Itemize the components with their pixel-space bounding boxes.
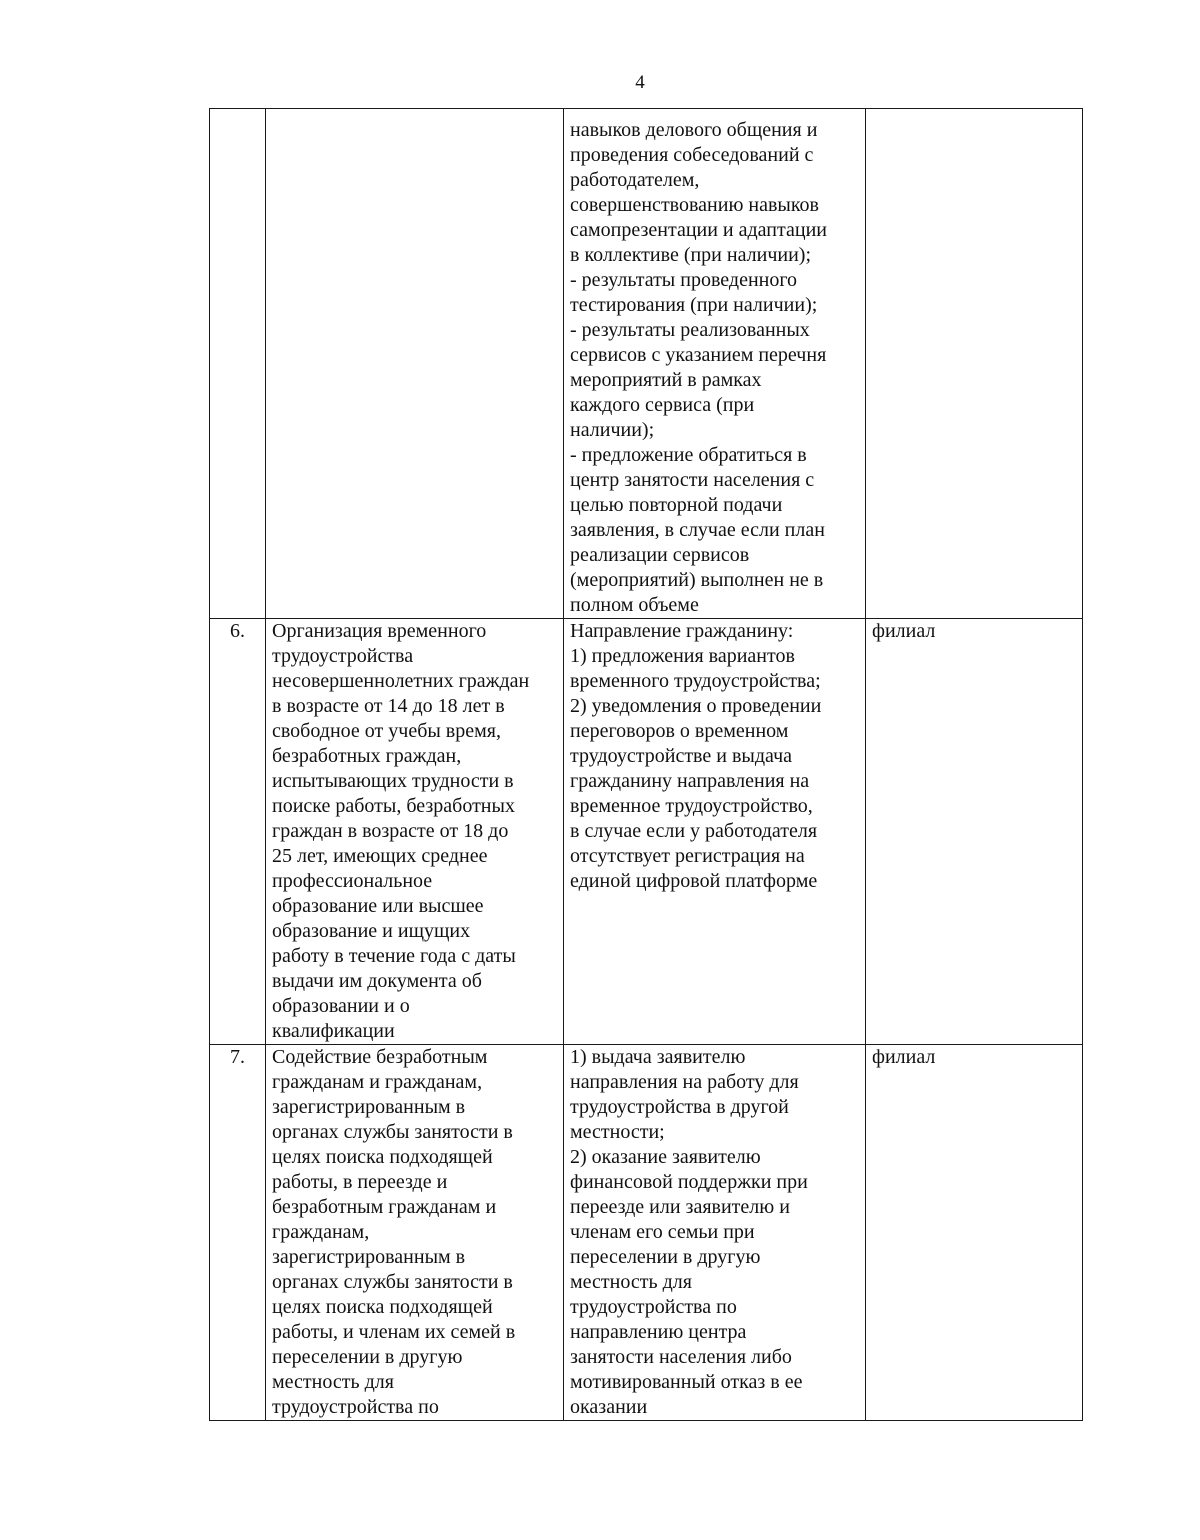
service-result-line: переговоров о временном xyxy=(570,720,789,742)
service-name-line: образовании и о xyxy=(272,995,410,1017)
service-name-line: образование и ищущих xyxy=(272,920,471,942)
row-number-cell: 6. xyxy=(210,619,266,1045)
service-name-line: гражданам, xyxy=(272,1221,370,1243)
service-result-line: работодателем, xyxy=(570,169,700,191)
service-result-line: сервисов с указанием перечня xyxy=(570,344,827,366)
service-result-cell xyxy=(564,109,866,619)
service-result-line: проведения собеседований с xyxy=(570,144,814,166)
service-name-line: поиске работы, безработных xyxy=(272,795,515,817)
service-name-line: безработным гражданам и xyxy=(272,1196,497,1218)
executor-cell xyxy=(866,109,1083,619)
service-result-line: трудоустройства по xyxy=(570,1296,737,1318)
service-result-line: финансовой поддержки при xyxy=(570,1171,808,1193)
service-name-line: целях поиска подходящей xyxy=(272,1296,493,1318)
service-result-line: трудоустройства в другой xyxy=(570,1096,789,1118)
service-name-line: трудоустройства xyxy=(272,645,414,667)
services-table xyxy=(209,108,1083,1421)
service-name-line: трудоустройства по xyxy=(272,1396,439,1418)
service-name-line: испытывающих трудности в xyxy=(272,770,514,792)
service-result-line: навыков делового общения и xyxy=(570,119,818,141)
service-name-line: граждан в возрасте от 18 до xyxy=(272,820,509,842)
service-result-line: направления на работу для xyxy=(570,1071,799,1093)
service-result-line: - предложение обратиться в xyxy=(570,444,807,466)
service-result-line: занятости населения либо xyxy=(570,1346,792,1368)
service-result-line: единой цифровой платформе xyxy=(570,870,818,892)
service-name-line: Содействие безработным xyxy=(272,1046,488,1068)
service-name-line: в возрасте от 14 до 18 лет в xyxy=(272,695,505,717)
service-name-line: местность для xyxy=(272,1371,394,1393)
row-number-cell xyxy=(210,109,266,619)
service-name-line: безработных граждан, xyxy=(272,745,462,767)
service-result-line: 1) выдача заявителю xyxy=(570,1046,746,1068)
service-result-line: - результаты проведенного xyxy=(570,269,798,291)
service-result-line: местность для xyxy=(570,1271,692,1293)
table-row xyxy=(210,109,1083,619)
service-name-cell xyxy=(266,109,564,619)
service-result-line: тестирования (при наличии); xyxy=(570,294,818,316)
service-name-line: работы, и членам их семей в xyxy=(272,1321,516,1343)
service-result-line: направлению центра xyxy=(570,1321,747,1343)
table-row xyxy=(210,619,1083,1045)
service-result-cell xyxy=(564,1045,866,1421)
service-name-line: выдачи им документа об xyxy=(272,970,482,992)
service-result-line: переселении в другую xyxy=(570,1246,761,1268)
service-result-line: - результаты реализованных xyxy=(570,319,810,341)
table-row xyxy=(210,1045,1083,1421)
executor-cell: филиал xyxy=(866,619,1083,1045)
service-name-line: органах службы занятости в xyxy=(272,1271,513,1293)
service-name-cell xyxy=(266,619,564,1045)
service-name-line: несовершеннолетних граждан xyxy=(272,670,530,692)
service-result-line: местности; xyxy=(570,1121,665,1143)
service-result-line: 1) предложения вариантов xyxy=(570,645,795,667)
service-result-line: членам его семьи при xyxy=(570,1221,755,1243)
row-number-cell: 7. xyxy=(210,1045,266,1421)
service-result-line: полном объеме xyxy=(570,594,699,616)
service-name-line: работы, в переезде и xyxy=(272,1171,448,1193)
service-result-line: мероприятий в рамках xyxy=(570,369,762,391)
service-result-line: заявления, в случае если план xyxy=(570,519,825,541)
service-result-line: реализации сервисов xyxy=(570,544,750,566)
service-result-line: в случае если у работодателя xyxy=(570,820,818,842)
service-result-line: переезде или заявителю и xyxy=(570,1196,790,1218)
service-name-cell xyxy=(266,1045,564,1421)
service-name-line: гражданам и гражданам, xyxy=(272,1071,483,1093)
service-name-line: зарегистрированным в xyxy=(272,1096,466,1118)
service-result-line: (мероприятий) выполнен не в xyxy=(570,569,824,591)
service-result-line: мотивированный отказ в ее xyxy=(570,1371,803,1393)
service-name-line: профессиональное xyxy=(272,870,433,892)
service-result-line: 2) оказание заявителю xyxy=(570,1146,761,1168)
service-result-cell xyxy=(564,619,866,1045)
service-name-line: целях поиска подходящей xyxy=(272,1146,493,1168)
service-result-line: наличии); xyxy=(570,419,655,441)
service-result-line: в коллективе (при наличии); xyxy=(570,244,812,266)
service-result-line: трудоустройстве и выдача xyxy=(570,745,793,767)
service-name-line: Организация временного xyxy=(272,620,487,642)
service-result-line: 2) уведомления о проведении xyxy=(570,695,822,717)
service-result-line: совершенствованию навыков xyxy=(570,194,819,216)
service-result-line: Направление гражданину: xyxy=(570,620,794,642)
service-name-line: свободное от учебы время, xyxy=(272,720,501,742)
service-result-line: отсутствует регистрация на xyxy=(570,845,805,867)
service-name-line: органах службы занятости в xyxy=(272,1121,513,1143)
service-name-line: 25 лет, имеющих среднее xyxy=(272,845,488,867)
service-name-line: работу в течение года с даты xyxy=(272,945,516,967)
service-name-line: зарегистрированным в xyxy=(272,1246,466,1268)
service-result-line: временное трудоустройство, xyxy=(570,795,813,817)
service-name-line: квалификации xyxy=(272,1020,395,1042)
service-result-line: центр занятости населения с xyxy=(570,469,815,491)
service-result-line: целью повторной подачи xyxy=(570,494,783,516)
service-result-line: оказании xyxy=(570,1396,648,1418)
page-number: 4 xyxy=(635,72,645,93)
table-body xyxy=(210,109,1083,1421)
service-result-line: каждого сервиса (при xyxy=(570,394,755,416)
service-result-line: самопрезентации и адаптации xyxy=(570,219,827,241)
service-name-line: переселении в другую xyxy=(272,1346,463,1368)
executor-cell: филиал xyxy=(866,1045,1083,1421)
service-name-line: образование или высшее xyxy=(272,895,484,917)
service-result-line: временного трудоустройства; xyxy=(570,670,821,692)
service-result-line: гражданину направления на xyxy=(570,770,810,792)
